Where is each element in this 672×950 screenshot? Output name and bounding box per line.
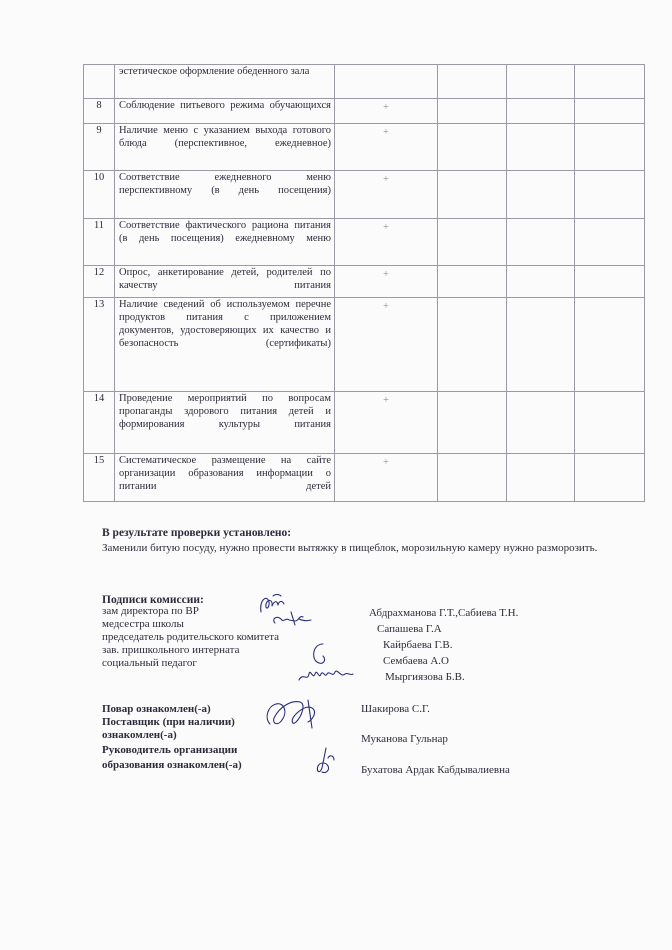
head-ack-label: образования ознакомлен(-а) bbox=[102, 759, 242, 771]
row-number: 9 bbox=[84, 124, 115, 171]
table-row bbox=[84, 392, 645, 454]
row-number: 10 bbox=[84, 171, 115, 219]
inspection-table bbox=[83, 64, 645, 502]
mark-cell bbox=[335, 124, 438, 171]
empty-cell bbox=[507, 219, 575, 266]
empty-cell bbox=[438, 99, 507, 124]
commission-member: Кайрбаева Г.В. bbox=[383, 639, 453, 651]
commission-role: социальный педагог bbox=[102, 657, 197, 669]
signature-image bbox=[262, 694, 326, 734]
mark-cell bbox=[335, 298, 438, 392]
table-row bbox=[84, 454, 645, 502]
commission-heading: Подписи комиссии: bbox=[102, 594, 204, 606]
row-number: 13 bbox=[84, 298, 115, 392]
row-number bbox=[84, 65, 115, 99]
criterion-text: Соблюдение питьевого режима обучающихся bbox=[115, 99, 335, 124]
empty-cell bbox=[438, 392, 507, 454]
commission-role: председатель родительского комитета bbox=[102, 631, 280, 643]
empty-cell bbox=[438, 65, 507, 99]
table-row bbox=[84, 124, 645, 171]
empty-cell bbox=[575, 65, 645, 99]
criterion-text: Наличие сведений об используемом перечне продуктов питания с приложением документов, удостоверяющих их качество и безопасность (сертификаты) bbox=[115, 298, 335, 392]
table-row bbox=[84, 65, 645, 99]
table-row bbox=[84, 298, 645, 392]
criterion-text: Соответствие фактического рациона питания (в день посещения) ежедневному меню bbox=[115, 219, 335, 266]
commission-role: зам директора по ВР bbox=[102, 605, 199, 617]
table-row bbox=[84, 171, 645, 219]
mark-cell bbox=[335, 99, 438, 124]
empty-cell bbox=[507, 124, 575, 171]
commission-member: Мыргиязова Б.В. bbox=[385, 671, 465, 683]
checkmark-plus: + bbox=[383, 301, 389, 312]
empty-cell bbox=[575, 266, 645, 298]
criterion-text: Наличие меню с указанием выхода готового блюда (перспективное, ежедневное) bbox=[115, 124, 335, 171]
table-row bbox=[84, 219, 645, 266]
empty-cell bbox=[438, 454, 507, 502]
empty-cell bbox=[507, 298, 575, 392]
mark-cell bbox=[335, 454, 438, 502]
row-number: 12 bbox=[84, 266, 115, 298]
checkmark-plus: + bbox=[383, 102, 389, 113]
mark-cell bbox=[335, 219, 438, 266]
checkmark-plus: + bbox=[383, 457, 389, 468]
row-number: 8 bbox=[84, 99, 115, 124]
empty-cell bbox=[507, 266, 575, 298]
cook-ack-label: Повар ознакомлен(-а) bbox=[102, 703, 211, 715]
empty-cell bbox=[438, 298, 507, 392]
supplier-ack-label: ознакомлен(-а) bbox=[102, 729, 177, 741]
table-row bbox=[84, 99, 645, 124]
signature-image bbox=[297, 640, 355, 688]
criterion-text: Опрос, анкетирование детей, родителей по качеству питания bbox=[115, 266, 335, 298]
mark-cell bbox=[335, 65, 438, 99]
checkmark-plus: + bbox=[383, 127, 389, 138]
row-number: 14 bbox=[84, 392, 115, 454]
empty-cell bbox=[575, 124, 645, 171]
empty-cell bbox=[438, 171, 507, 219]
empty-cell bbox=[438, 266, 507, 298]
signature-image bbox=[269, 609, 319, 631]
row-number: 15 bbox=[84, 454, 115, 502]
commission-member: Абдрахманова Г.Т.,Сабиева Т.Н. bbox=[369, 607, 519, 619]
empty-cell bbox=[575, 392, 645, 454]
empty-cell bbox=[575, 99, 645, 124]
empty-cell bbox=[438, 124, 507, 171]
commission-role: зав. пришкольного интерната bbox=[102, 644, 240, 656]
mark-cell bbox=[335, 392, 438, 454]
checkmark-plus: + bbox=[383, 269, 389, 280]
supplier-ack-label: Поставщик (при наличии) bbox=[102, 716, 235, 728]
result-heading: В результате проверки установлено: bbox=[102, 527, 292, 539]
commission-role: медсестра школы bbox=[102, 618, 184, 630]
mark-cell bbox=[335, 171, 438, 219]
empty-cell bbox=[507, 65, 575, 99]
commission-member: Сембаева А.О bbox=[383, 655, 449, 667]
head-name: Бухатова Ардак Кабдывалиевна bbox=[361, 764, 510, 776]
empty-cell bbox=[575, 219, 645, 266]
commission-member: Сапашева Г.А bbox=[377, 623, 442, 635]
criterion-text: эстетическое оформление обеденного зала bbox=[115, 65, 335, 99]
mark-cell bbox=[335, 266, 438, 298]
empty-cell bbox=[507, 171, 575, 219]
empty-cell bbox=[575, 298, 645, 392]
empty-cell bbox=[507, 392, 575, 454]
table-row bbox=[84, 266, 645, 298]
head-ack-label: Руководитель организации bbox=[102, 744, 238, 756]
cook-name: Шакирова С.Г. bbox=[361, 703, 430, 715]
checkmark-plus: + bbox=[383, 174, 389, 185]
result-text: Заменили битую посуду, нужно провести вытяжку в пищеблок, морозильную камеру нужно разморозить. bbox=[102, 542, 598, 554]
checkmark-plus: + bbox=[383, 395, 389, 406]
empty-cell bbox=[575, 171, 645, 219]
criterion-text: Систематическое размещение на сайте организации образования информации о питании детей bbox=[115, 454, 335, 502]
empty-cell bbox=[575, 454, 645, 502]
row-number: 11 bbox=[84, 219, 115, 266]
checkmark-plus: + bbox=[383, 222, 389, 233]
empty-cell bbox=[438, 219, 507, 266]
signature-image bbox=[312, 744, 340, 778]
criterion-text: Проведение мероприятий по вопросам пропаганды здорового питания детей и формирования культуры питания bbox=[115, 392, 335, 454]
empty-cell bbox=[507, 454, 575, 502]
empty-cell bbox=[507, 99, 575, 124]
criterion-text: Соответствие ежедневного меню перспективному (в день посещения) bbox=[115, 171, 335, 219]
supplier-name: Муканова Гульнар bbox=[361, 733, 448, 745]
